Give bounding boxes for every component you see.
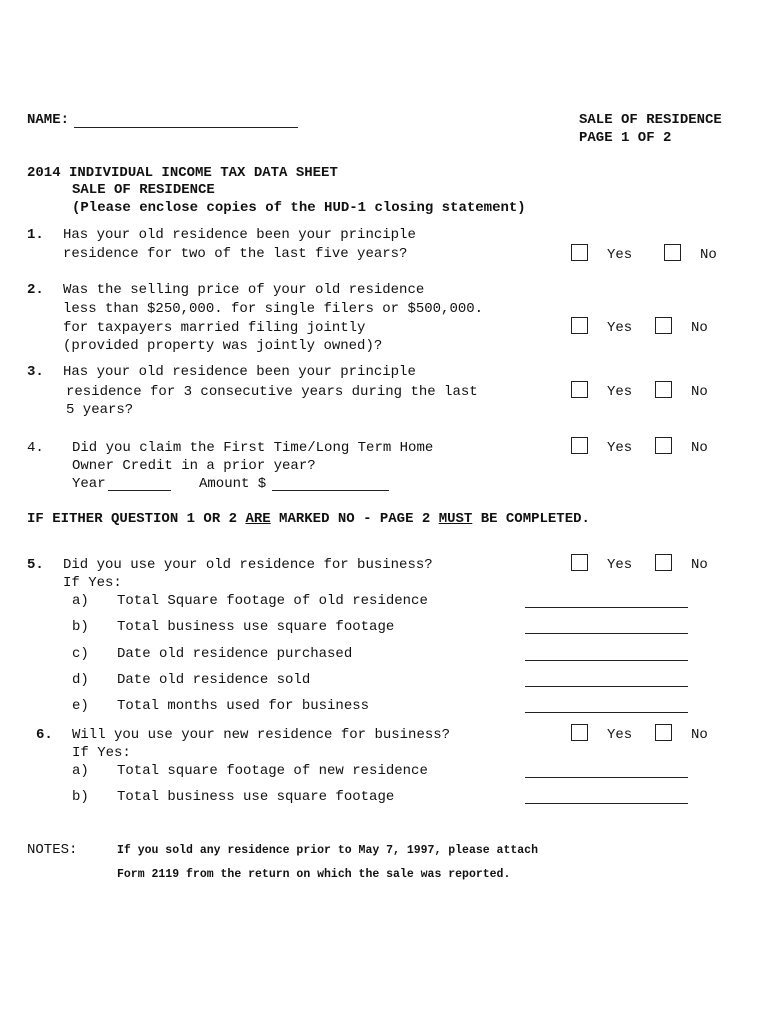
new-residence-sqft-field[interactable] [525,777,688,778]
date-sold-field[interactable] [525,686,688,687]
q2-yes-checkbox[interactable] [571,317,588,334]
months-business-field[interactable] [525,712,688,713]
new-business-sqft-field[interactable] [525,803,688,804]
question-text: Owner Credit in a prior year? [72,458,316,474]
q6-no-checkbox[interactable] [655,724,672,741]
notes-text: If you sold any residence prior to May 7, 1997, please attach [117,844,538,857]
name-field[interactable] [74,127,298,128]
yes-label: Yes [607,320,633,336]
q5-no-checkbox[interactable] [655,554,672,571]
question-number: 2. [27,282,44,298]
question-text: 5 years? [66,402,134,418]
no-label: No [691,557,708,573]
notes-text: Form 2119 from the return on which the sale was reported. [117,868,511,881]
notes-label: NOTES: [27,842,78,858]
document-title: SALE OF RESIDENCE [579,112,722,128]
no-label: No [691,727,708,743]
q1-yes-checkbox[interactable] [571,244,588,261]
item-letter: d) [72,672,89,688]
item-text: Date old residence purchased [117,646,353,662]
question-text: for taxpayers married filing jointly [63,320,366,336]
item-letter: c) [72,646,89,662]
name-label: NAME: [27,112,70,128]
yes-label: Yes [607,727,633,743]
question-text: residence for 3 consecutive years during the last [66,384,478,400]
item-text: Date old residence sold [117,672,311,688]
item-text: Total business use square footage [117,789,395,805]
question-text: Has your old residence been your principle [63,227,416,243]
q1-no-checkbox[interactable] [664,244,681,261]
old-residence-sqft-field[interactable] [525,607,688,608]
old-business-sqft-field[interactable] [525,633,688,634]
year-label: Year [72,476,106,492]
q3-no-checkbox[interactable] [655,381,672,398]
form-title: 2014 INDIVIDUAL INCOME TAX DATA SHEET [27,165,338,181]
no-label: No [691,384,708,400]
year-field[interactable] [108,490,171,491]
question-text: residence for two of the last five years? [63,246,408,262]
q4-no-checkbox[interactable] [655,437,672,454]
question-text: Was the selling price of your old residence [63,282,425,298]
question-text: Did you use your old residence for business? [63,557,433,573]
no-label: No [691,320,708,336]
yes-label: Yes [607,384,633,400]
form-subtitle: SALE OF RESIDENCE [72,182,215,198]
yes-label: Yes [607,247,633,263]
item-text: Total square footage of new residence [117,763,428,779]
q6-yes-checkbox[interactable] [571,724,588,741]
item-text: Total business use square footage [117,619,395,635]
amount-label: Amount $ [199,476,267,492]
question-text: (provided property was jointly owned)? [63,338,383,354]
date-purchased-field[interactable] [525,660,688,661]
item-text: Total Square footage of old residence [117,593,428,609]
item-text: Total months used for business [117,698,370,714]
form-instruction: (Please enclose copies of the HUD-1 closing statement) [72,200,526,216]
if-yes-label: If Yes: [72,745,131,761]
question-number: 1. [27,227,44,243]
no-label: No [700,247,717,263]
q3-yes-checkbox[interactable] [571,381,588,398]
question-number: 4. [27,440,44,456]
question-text: less than $250,000. for single filers or $500,000. [63,301,484,317]
item-letter: e) [72,698,89,714]
question-text: Will you use your new residence for business? [72,727,451,743]
yes-label: Yes [607,440,633,456]
question-number: 6. [36,727,53,743]
question-text: Did you claim the First Time/Long Term Home [72,440,434,456]
question-number: 3. [27,364,44,380]
item-letter: a) [72,763,89,779]
page-indicator: PAGE 1 OF 2 [579,130,672,146]
item-letter: b) [72,619,89,635]
question-number: 5. [27,557,44,573]
item-letter: b) [72,789,89,805]
no-label: No [691,440,708,456]
item-letter: a) [72,593,89,609]
if-yes-label: If Yes: [63,575,122,591]
completion-warning: IF EITHER QUESTION 1 OR 2 ARE MARKED NO - PAGE 2 MUST BE COMPLETED. [27,511,590,527]
amount-field[interactable] [272,490,389,491]
q2-no-checkbox[interactable] [655,317,672,334]
q4-yes-checkbox[interactable] [571,437,588,454]
yes-label: Yes [607,557,633,573]
question-text: Has your old residence been your principle [63,364,416,380]
q5-yes-checkbox[interactable] [571,554,588,571]
